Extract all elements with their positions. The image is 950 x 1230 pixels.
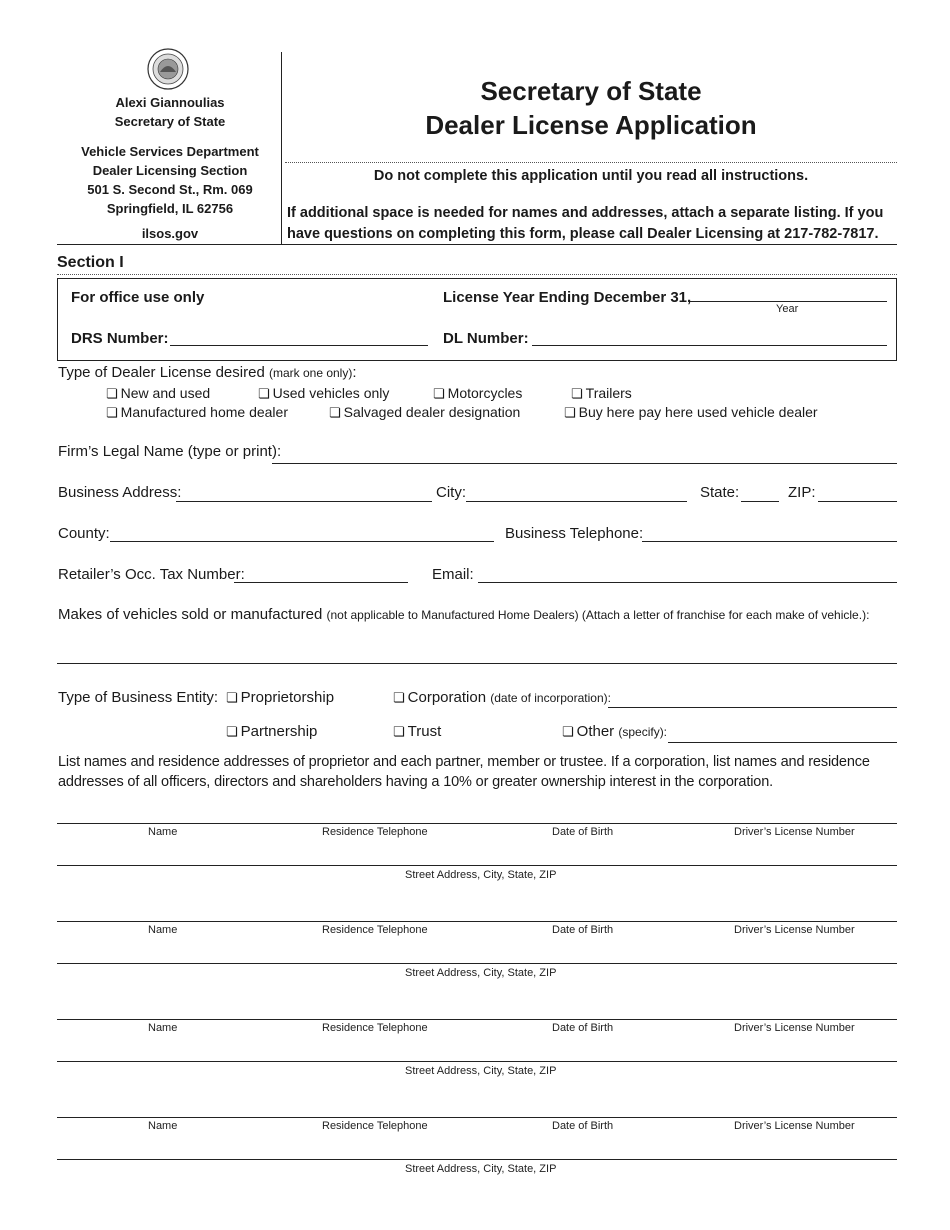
checkbox-icon[interactable]: ❏ [564,405,576,420]
option-new-and-used[interactable]: ❏ New and used [106,385,211,401]
option-motorcycles[interactable]: ❏ Motorcycles [433,385,523,401]
caption-drivers-license: Driver’s License Number [734,924,855,936]
form-title-line1: Secretary of State [480,76,702,106]
checkbox-icon[interactable]: ❏ [226,690,238,705]
caption-residence-telephone: Residence Telephone [322,826,428,838]
caption-street-address: Street Address, City, State, ZIP [405,1163,557,1175]
dept-line2: Dealer Licensing Section [92,163,248,178]
title-rule [285,162,897,163]
caption-residence-telephone: Residence Telephone [322,1120,428,1132]
owners-instructions: List names and residence addresses of proprietor and each partner, member or trustee. If a corporation, list names and residence addresses of all officers, directors and shareholders having a 10% or greater ownership interest in the corporation. [58,754,870,790]
notice-read-instructions: Do not complete this application until you read all instructions. [373,168,809,184]
checkbox-icon[interactable]: ❏ [571,386,583,401]
person-row-line[interactable] [57,921,897,922]
county-label: County: [58,525,110,542]
license-year-field[interactable] [690,301,887,302]
option-partnership[interactable]: ❏ Partnership [226,723,318,740]
drs-number-field[interactable] [170,345,428,346]
caption-name: Name [148,924,178,936]
section-title: Section I [57,254,124,271]
website-link[interactable]: ilsos.gov [141,226,199,241]
drs-number-label: DRS Number: [71,330,169,347]
license-type-suffix: : [352,364,357,381]
option-trust[interactable]: ❏ Trust [393,723,442,740]
checkbox-icon[interactable]: ❏ [106,405,118,420]
makes-heading [58,606,869,623]
caption-residence-telephone: Residence Telephone [322,924,428,936]
year-caption: Year [776,303,799,315]
caption-date-of-birth: Date of Birth [552,924,614,936]
option-used-vehicles-only[interactable]: ❏ Used vehicles only [258,385,390,401]
option-corporation[interactable]: ❏ Corporation (date of incorporation): [393,689,611,706]
license-type-note: (mark one only) [268,366,353,380]
section-rule [57,274,897,275]
address-line2: Springfield, IL 62756 [106,201,234,216]
caption-drivers-license: Driver’s License Number [734,1022,855,1034]
license-year-label: License Year Ending December 31, [443,289,692,306]
business-address-label: Business Address: [58,484,182,501]
other-specify-field[interactable] [668,742,897,743]
caption-date-of-birth: Date of Birth [552,1120,614,1132]
firm-name-label: Firm’s Legal Name (type or print): [58,443,282,460]
header-vertical-divider [281,52,282,245]
dept-line1: Vehicle Services Department [81,144,259,159]
official-name: Alexi Giannoulias [115,95,225,110]
checkbox-icon[interactable]: ❏ [393,690,405,705]
option-trailers[interactable]: ❏ Trailers [571,385,632,401]
checkbox-icon[interactable]: ❏ [329,405,341,420]
county-field[interactable] [110,541,494,542]
checkbox-icon[interactable]: ❏ [226,724,238,739]
checkbox-icon[interactable]: ❏ [106,386,118,401]
firm-name-field[interactable] [272,463,897,464]
caption-drivers-license: Driver’s License Number [734,826,855,838]
state-field[interactable] [741,501,779,502]
dl-number-label: DL Number: [443,330,529,347]
address-row-line[interactable] [57,865,897,866]
checkbox-icon[interactable]: ❏ [393,724,405,739]
city-label: City: [436,484,466,501]
option-manufactured-home[interactable]: ❏ Manufactured home dealer [106,404,288,420]
person-row-line[interactable] [57,1019,897,1020]
tax-number-field[interactable] [234,582,408,583]
business-phone-field[interactable] [642,541,897,542]
caption-street-address: Street Address, City, State, ZIP [405,1065,557,1077]
option-proprietorship[interactable]: ❏ Proprietorship [226,689,335,706]
city-field[interactable] [466,501,687,502]
caption-street-address: Street Address, City, State, ZIP [405,967,557,979]
incorporation-date-field[interactable] [608,707,897,708]
office-use-label: For office use only [71,289,205,306]
makes-note: (not applicable to Manufactured Home Dealers) (Attach a letter of franchise for each make of vehicle.): [326,608,870,622]
caption-name: Name [148,1120,178,1132]
business-phone-label: Business Telephone: [505,525,644,542]
email-label: Email: [432,566,474,583]
notice-additional-space: If additional space is needed for names and addresses, attach a separate listing. If you have questions on completing this form, please call Dealer Licensing at 217-782-7817. [287,205,884,242]
business-address-field[interactable] [176,501,432,502]
tax-number-label: Retailer’s Occ. Tax Number: [58,566,245,583]
makes-label: Makes of vehicles sold or manufactured [58,606,323,623]
option-other[interactable]: ❏ Other (specify): [562,723,668,740]
checkbox-icon[interactable]: ❏ [562,724,574,739]
form-title-line2: Dealer License Application [425,110,757,140]
official-title: Secretary of State [114,114,226,129]
entity-label: Type of Business Entity: [58,689,219,706]
caption-drivers-license: Driver’s License Number [734,1120,855,1132]
address-row-line[interactable] [57,1061,897,1062]
checkbox-icon[interactable]: ❏ [258,386,270,401]
option-buy-here-pay-here[interactable]: ❏ Buy here pay here used vehicle dealer [564,404,818,420]
caption-name: Name [148,826,178,838]
dl-number-field[interactable] [532,345,887,346]
option-salvaged-dealer[interactable]: ❏ Salvaged dealer designation [329,404,521,420]
zip-label: ZIP: [788,484,816,501]
address-line1: 501 S. Second St., Rm. 069 [87,182,253,197]
caption-name: Name [148,1022,178,1034]
person-row-line[interactable] [57,823,897,824]
checkbox-icon[interactable]: ❏ [433,386,445,401]
person-row-line[interactable] [57,1117,897,1118]
license-type-heading [58,364,357,381]
makes-field[interactable] [57,663,897,664]
zip-field[interactable] [818,501,897,502]
address-row-line[interactable] [57,1159,897,1160]
address-row-line[interactable] [57,963,897,964]
caption-date-of-birth: Date of Birth [552,1022,614,1034]
license-type-label: Type of Dealer License desired [58,364,265,381]
caption-street-address: Street Address, City, State, ZIP [405,869,557,881]
state-seal-icon [147,48,189,90]
email-field[interactable] [478,582,897,583]
caption-residence-telephone: Residence Telephone [322,1022,428,1034]
caption-date-of-birth: Date of Birth [552,826,614,838]
state-label: State: [700,484,740,501]
